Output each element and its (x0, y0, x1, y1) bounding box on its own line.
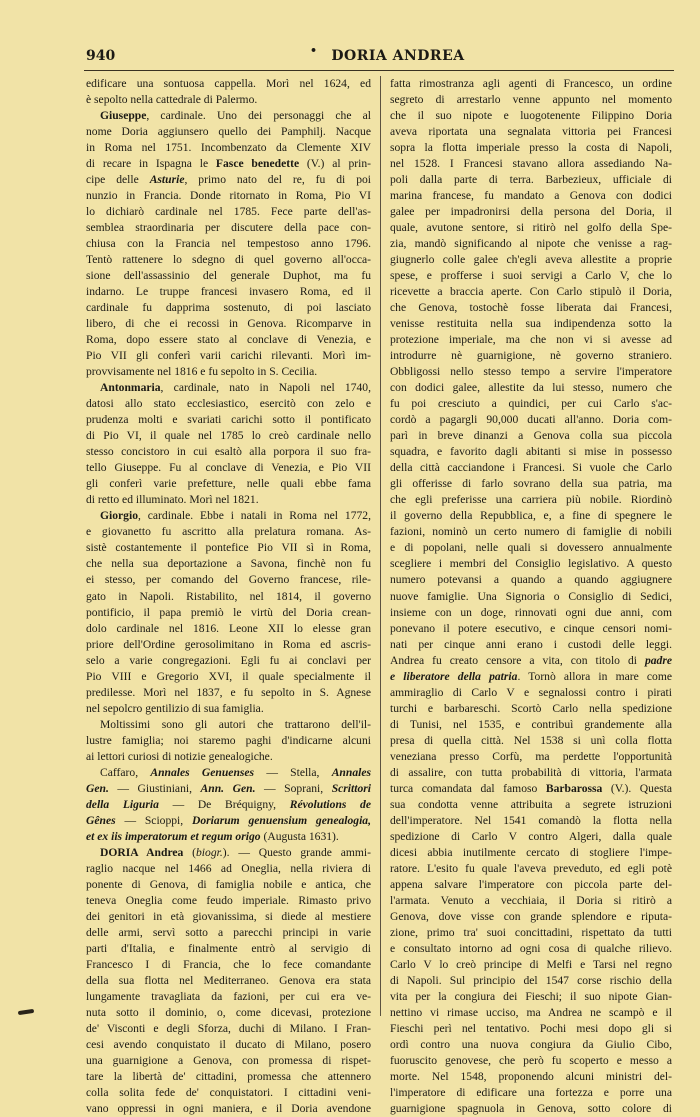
text-run: de' Visconti e degli Sforza, duchi di Milano. I Fran- (86, 1021, 371, 1035)
text-line (86, 749, 371, 765)
text-line (390, 957, 672, 973)
text-run: veneziana presso Corfù, ma perdette l'opportunità (390, 749, 672, 763)
text-run: Caffaro, (100, 765, 151, 779)
text-line (390, 637, 672, 653)
text-line (86, 508, 371, 524)
text-line (86, 300, 371, 316)
text-run: turca comandata dal famoso (390, 781, 546, 795)
emphasis: DORIA Andrea (100, 845, 184, 859)
text-line (390, 524, 672, 540)
text-run: protezione imperiale, ma che non vi si avesse ad (390, 333, 672, 347)
page-header (86, 46, 670, 68)
text-line (86, 989, 371, 1005)
text-line (86, 605, 371, 621)
text-line (86, 653, 371, 669)
text-line (86, 1005, 371, 1021)
text-line (86, 909, 371, 925)
text-run: l'imperatore di edificare una fortezza e porre una (390, 1085, 672, 1099)
text-line (86, 717, 371, 733)
text-run: gli conferì varie prefetture, nelle quali ebbe fama (86, 477, 371, 491)
text-line (390, 813, 672, 829)
text-run: turchi e barbareschi. Scortò Carlo nella spedizione (390, 701, 672, 715)
text-line (390, 973, 672, 989)
text-line (390, 348, 672, 364)
text-run: — Giustiniani, (108, 781, 201, 795)
text-run: raglio nacque nel 1466 ad Oneglia, nella riviera di (86, 861, 371, 875)
text-run: ( (183, 845, 196, 859)
text-line (86, 156, 371, 172)
text-line (390, 428, 672, 444)
text-line (390, 204, 672, 220)
text-line (390, 733, 672, 749)
text-line (390, 76, 672, 92)
text-run: nati per cinque anni erano i custodi delle leggi. (390, 637, 672, 651)
text-line (86, 589, 371, 605)
text-line (390, 621, 672, 637)
text-line (86, 733, 371, 749)
text-run: ratore. L'esito fu quale l'aveva preveduto, ed egli potè (390, 861, 672, 875)
text-run: che il suo nipote e luogotenente Filippino Doria (390, 109, 672, 123)
text-line (390, 989, 672, 1005)
text-run: è sepolto nella cattedrale di Palermo. (86, 93, 258, 107)
text-line (390, 1037, 672, 1053)
text-run: selo a varie congregazioni. Egli fu ai conclavi per (86, 653, 371, 667)
text-run: parti d'Italia, e finalmente entrò al servigio di (86, 941, 371, 955)
text-run: Obbligossi nello stesso tempo a servire l'imperatore (390, 365, 672, 379)
text-run: vita per la congiura dei Fieschi; il suo nipote Gian- (390, 989, 672, 1003)
text-line (390, 797, 672, 813)
text-run: dell'imperatore. Nel 1541 comandò la flotta nella (390, 813, 672, 827)
text-line (86, 845, 371, 861)
text-line (86, 621, 371, 637)
text-line (390, 1085, 672, 1101)
text-run: , primo nato del re, fu di poi (184, 173, 372, 187)
text-run: l'armata. Venuto a vecchiaia, il Doria si ritirò a (390, 893, 672, 907)
text-run: , cardinale. Uno dei personaggi che al (146, 109, 371, 123)
text-line (86, 941, 371, 957)
text-run: spese, e profferse i suoi servigi a Carlo V, che lo (390, 269, 672, 283)
text-run: stesso concistoro in cui esaltò alla porpora il suo fra- (86, 445, 371, 459)
text-line (86, 572, 371, 588)
text-line (86, 669, 371, 685)
text-run: nunzio in Francia. Donde ritornato in Roma, Pio VI (86, 189, 371, 203)
text-run: nel 1528. I Francesi stavano allora assediando Na- (390, 157, 672, 171)
text-run: gato in Napoli. Ristabilito, nel 1814, il governo (86, 589, 371, 603)
text-line (86, 268, 371, 284)
text-line (86, 220, 371, 236)
text-run: provvisamente nel 1816 e fu sepolto in S. Cecilia. (86, 365, 318, 379)
text-line (86, 236, 371, 252)
text-run: e giovanetto fu ascritto alla prelatura romana. As- (86, 525, 371, 539)
text-run: — Scioppi, (115, 813, 192, 827)
running-title: DORIA ANDREA (331, 48, 465, 64)
text-run: e di popolani, nelle quali si dovessero annualmente (390, 541, 672, 555)
text-run: guarnigione spagnuola in Genova, sotto colore di (390, 1102, 672, 1115)
text-line (390, 605, 672, 621)
text-line (390, 829, 672, 845)
text-line (86, 252, 371, 268)
text-line (390, 124, 672, 140)
text-line (86, 829, 371, 845)
text-run: nel sepolcro gentilizio di sua famiglia. (86, 701, 264, 715)
text-line (86, 492, 371, 508)
text-run: poli dalla parte di terra. Barbezieux, ufficiale di (390, 173, 672, 187)
text-run: , cardinale, nato in Napoli nel 1740, (160, 381, 371, 395)
text-line (390, 861, 672, 877)
text-run: cesi avendo conquistato il ducato di Milano, posero (86, 1037, 371, 1051)
text-run: colla solita fede de' conquistatori. I cittadini veni- (86, 1085, 371, 1099)
text-run: vano oppressi in ogni maniera, e il Doria avendone (86, 1102, 371, 1115)
header-dot: • (310, 44, 318, 57)
text-line (390, 877, 672, 893)
text-line (86, 701, 371, 717)
text-run: numero potevansi a quando a quando aggiugnere (390, 573, 672, 587)
text-line (390, 508, 672, 524)
text-run: ). — Questo grande ammi- (222, 845, 371, 859)
text-line (86, 925, 371, 941)
text-line (86, 957, 371, 973)
text-run: fatta rimostranza agli agenti di Francesco, un ordine (390, 77, 672, 90)
text-line (86, 1053, 371, 1069)
text-line (390, 701, 672, 717)
text-run: ammiraglio di Carlo V e segnalossi contro i pirati (390, 685, 672, 699)
emphasis: Annales (331, 765, 372, 779)
text-run: aveva riportata una segnalata vittoria pei Francesi (390, 125, 672, 139)
text-run: dei genitori in età giovanissima, si diede al mestiere (86, 909, 371, 923)
text-run: libero, di che ei recossi in Genova. Ricomparve in (86, 317, 371, 331)
text-line (86, 364, 371, 380)
text-line (390, 1005, 672, 1021)
text-run: con dodici galee, allestite da lui stesso, numero che (390, 381, 672, 395)
text-run: zia, mandò significando al nipote che venisse a rag- (390, 237, 672, 251)
text-run: predilesse. Morì nel 1837, e fu sepolto in S. Agnese (86, 685, 371, 699)
text-run: nettino vi rimase ucciso, ma Andrea ne scampò e il (390, 1005, 672, 1019)
text-line (86, 765, 371, 781)
text-line (390, 236, 672, 252)
text-run: nuta sotto il dominio, o, come dicevasi, protezione (86, 1005, 371, 1019)
text-run: — Soprani, (255, 781, 332, 795)
text-line (86, 332, 371, 348)
text-run: sistè costantemente il pontefice Pio VII sì in Roma, (86, 541, 371, 555)
text-run: gli offerisse di farlo sovrano della sua patria, ma (390, 477, 672, 491)
emphasis: Antonmaria (100, 381, 161, 395)
emphasis: padre (644, 653, 672, 667)
text-run: (V.) al prin- (299, 157, 371, 171)
text-line (86, 444, 371, 460)
text-line (390, 845, 672, 861)
text-line (390, 476, 672, 492)
text-run: parì in breve dinanzi a Genova colla sua piccola (390, 429, 672, 443)
text-line (86, 556, 371, 572)
text-run: sopra la flotta imperiale presso la costa di Napoli, (390, 141, 672, 155)
text-line (390, 893, 672, 909)
text-run: quale, avutone sentore, si ritirò nel golfo della Spe- (390, 221, 672, 235)
text-line (86, 893, 371, 909)
text-run: il governo della Repubblica, e, a fine di spegnere le (390, 509, 672, 523)
text-run: Pio VII gli conferì varii carichi rilevanti. Morì im- (86, 349, 371, 363)
text-run: marina francese, fu mandato a Genova con dodici (390, 189, 672, 203)
text-line (86, 188, 371, 204)
text-run: Pio VIII e Gregorio XVI, il quale specialmente il (86, 669, 371, 683)
text-run: Andrea fu creato censore a vita, con titolo di (390, 653, 645, 667)
text-run: pontificio, il papa premiò le virtù del Doria crean- (86, 605, 371, 619)
text-line (86, 396, 371, 412)
text-line (390, 653, 672, 669)
emphasis: Scrittori (331, 781, 371, 795)
text-run: venisse restituita nella sua indipendenza sotto la (390, 317, 672, 331)
text-line (390, 909, 672, 925)
text-run: tare la libertà de' cittadini, promessa che attennero (86, 1069, 371, 1083)
text-line (86, 1069, 371, 1085)
emphasis: Doriarum genuensium genealogia, (192, 813, 372, 827)
text-run: una guarnigione a Genova, con promessa di rispet- (86, 1053, 371, 1067)
text-line (390, 717, 672, 733)
text-line (86, 380, 371, 396)
text-run: appena salvare l'imperatore con piccola parte del- (390, 877, 672, 891)
emphasis: Giuseppe (100, 109, 147, 123)
text-run: datosi allo stato ecclesiastico, esercitò con zelo e (86, 397, 371, 411)
text-run: Tentò rattenere lo sdegno di quel governo all'occa- (86, 253, 371, 267)
column-divider (380, 76, 381, 1016)
text-line (390, 188, 672, 204)
text-line (390, 332, 672, 348)
text-line (390, 1101, 672, 1117)
text-line (86, 92, 371, 108)
text-line (390, 941, 672, 957)
text-line (86, 476, 371, 492)
emphasis: e liberatore della patria (390, 669, 518, 683)
text-run: (V.). Questa (602, 781, 672, 795)
emphasis: Gen. (86, 781, 109, 795)
text-run: Roma, dopo essere stato al conclave di Venezia, e (86, 333, 371, 347)
text-line (390, 1053, 672, 1069)
text-line (86, 813, 371, 829)
text-line (390, 140, 672, 156)
text-line (86, 1037, 371, 1053)
text-run: sua condotta venne attribuita a segrete istruzioni (390, 797, 672, 811)
text-line (86, 797, 371, 813)
text-line (390, 460, 672, 476)
text-run: di recare in Ispagna le (86, 157, 216, 171)
text-run: di Tunisi, nel 1535, e contribuì grandemente alla (390, 717, 672, 731)
text-line (390, 364, 672, 380)
text-line (86, 140, 371, 156)
text-run: dolo cardinale nel 1816. Leone XII lo elesse gran (86, 621, 371, 635)
text-line (86, 540, 371, 556)
text-line (86, 1021, 371, 1037)
text-line (390, 765, 672, 781)
text-run: prudenza molti e svariati carichi sotto il pontificato (86, 413, 371, 427)
emphasis: Giorgio (100, 509, 138, 523)
emphasis: Barbarossa (545, 781, 603, 795)
text-run: chiusa con la Francia nel tempestoso anno 1796. (86, 237, 371, 251)
text-run: . Tornò allora in mare come (517, 669, 672, 683)
text-line (86, 76, 371, 92)
emphasis: della Liguria (86, 797, 159, 811)
text-run: fu poi cresciuto a quindici, per cui Carlo s'ac- (390, 397, 672, 411)
text-run: sione dell'assassinio del generale Duphot, ma fu (86, 269, 371, 283)
text-line (390, 749, 672, 765)
text-line (390, 685, 672, 701)
text-run: giugnerlo colle galee ch'egli aveva allestite a proprie (390, 253, 672, 267)
emphasis: Fasce benedette (215, 157, 300, 171)
text-run: teneva Oneglia come feudo imperiale. Rimasto privo (86, 893, 371, 907)
text-run: ei stesso, per comando del Governo francese, rile- (86, 573, 371, 587)
text-run: e consultato intorno ad ogni cosa di qualche rilievo. (390, 941, 672, 955)
text-run: edificare una sontuosa cappella. Morì nel 1624, ed (86, 77, 371, 90)
text-run: Fieschi perì nel tentativo. Pochi mesi dopo gli si (390, 1021, 672, 1035)
text-run: presa di quella città. Nel 1538 si unì colla flotta (390, 733, 672, 747)
text-run: di Pio VI, il quale nel 1785 lo creò cardinale nello (86, 429, 371, 443)
text-line (86, 172, 371, 188)
text-run: spedizione di Carlo V contro Algeri, dalla quale (390, 829, 672, 843)
text-run: delle armi, servì sotto a parecchi principi in varie (86, 925, 371, 939)
text-run: galee per impadronirsi della persona del Doria, il (390, 205, 672, 219)
text-line (86, 524, 371, 540)
text-line (86, 1085, 371, 1101)
text-run: nome Doria aggiunsero quello dei Pamphilj. Nacque (86, 125, 371, 139)
text-line (390, 380, 672, 396)
text-run: in Roma nel 1751. Incombenzato da Clemente XIV (86, 141, 371, 155)
text-run: cardinale fu dapprima sostenuto, di poi lasciato (86, 301, 371, 315)
text-line (390, 781, 672, 797)
text-run: Francesco I di Francia, che lo fece comandante (86, 957, 371, 971)
text-run: — Stella, (254, 765, 332, 779)
text-run: tello Giuseppe. Fu al conclave di Venezia, e Pio VII (86, 461, 371, 475)
text-run: che egli preferisse una carriera più nobile. Riordinò (390, 493, 672, 507)
text-run: Moltissimi sono gli autori che trattarono dell'il- (100, 717, 371, 731)
text-run: dicesi abbia inutilmente cercato di stogliere l'impe- (390, 845, 672, 859)
right-column (390, 76, 672, 1115)
text-run: cipe delle (86, 173, 150, 187)
text-run: insieme con un doge, rinnovati ogni due anni, com (390, 605, 672, 619)
text-line (86, 348, 371, 364)
emphasis: Gênes (86, 813, 116, 827)
text-run: zione, primo tra' suoi concittadini, rispettato da tutti (390, 925, 672, 939)
left-column (86, 76, 372, 1115)
text-run: indarno. Le truppe francesi invasero Roma, ed il (86, 285, 371, 299)
text-line (390, 589, 672, 605)
text-line (390, 396, 672, 412)
text-line (390, 1021, 672, 1037)
page-number: 940 (86, 48, 116, 64)
text-line (86, 861, 371, 877)
text-line (390, 252, 672, 268)
text-line (390, 444, 672, 460)
text-run: segreto di arrestarlo venne appunto nel momento (390, 93, 672, 107)
text-line (86, 1101, 371, 1117)
text-line (390, 669, 672, 685)
text-line (86, 108, 371, 124)
text-line (86, 124, 371, 140)
text-run: scegliere i membri del Consiglio legislativo. A questo (390, 557, 672, 571)
text-line (390, 316, 672, 332)
text-run: della sua flotta nel Mediterraneo. Genova era stata (86, 973, 371, 987)
text-run: ai lettori curiosi di notizie genealogiche. (86, 749, 273, 763)
text-run: ponevano il potere esecutivo, e cinque censori nomi- (390, 621, 672, 635)
text-line (390, 108, 672, 124)
text-line (86, 412, 371, 428)
text-line (86, 877, 371, 893)
text-run: (Augusta 1631). (260, 829, 339, 843)
text-line (86, 204, 371, 220)
text-line (390, 1069, 672, 1085)
text-run: semblea straordinaria per discutere della pace con- (86, 221, 371, 235)
text-run: della città cacciandone i Francesi. Si vuole che Carlo (390, 461, 672, 475)
emphasis: Asturie (149, 173, 185, 187)
text-line (86, 316, 371, 332)
emphasis: biogr. (196, 845, 223, 859)
text-run: cordò a pagargli 90,000 ducati all'anno. Doria com- (390, 413, 672, 427)
text-run: Carlo V lo creò principe di Melfi e Tarsi nel regno (390, 957, 672, 971)
text-line (390, 540, 672, 556)
text-line (86, 284, 371, 300)
text-line (390, 268, 672, 284)
text-line (390, 220, 672, 236)
text-run: che nella sua deportazione a Savona, finchè non fu (86, 557, 371, 571)
text-run: fazioni, nominò un certo numero di famiglie di nobili (390, 525, 672, 539)
text-run: di retto ed illuminato. Morì nel 1821. (86, 493, 259, 507)
emphasis: et ex iis imperatorum et regum origo (86, 829, 261, 843)
text-run: ricevette a braccia aperte. Con Carlo stipulò il Doria, (390, 285, 672, 299)
text-line (390, 412, 672, 428)
text-run: ordì contro una nuova congiura da Giulio Cibo, (390, 1037, 672, 1051)
text-line (390, 156, 672, 172)
text-line (390, 300, 672, 316)
header-rule (84, 70, 674, 71)
text-line (86, 685, 371, 701)
text-run: — De Bréquigny, (158, 797, 290, 811)
text-line (86, 973, 371, 989)
text-run: nuove famiglie. Una Signoria o Consiglio di Sedici, (390, 589, 672, 603)
text-run: di assalire, con tutta probabilità di vittoria, l'armata (390, 765, 672, 779)
text-run: introdurre nè guarnigione, nè governo straniero. (390, 349, 672, 363)
text-line (390, 556, 672, 572)
text-run: morte. Nel 1548, proponendo alcuni ministri del- (390, 1069, 672, 1083)
emphasis: Ann. Gen. (200, 781, 256, 795)
text-line (86, 428, 371, 444)
text-line (86, 637, 371, 653)
text-line (390, 284, 672, 300)
emphasis: Annales Genuenses (150, 765, 255, 779)
text-run: , cardinale. Ebbe i natali in Roma nel 1772, (138, 509, 371, 523)
text-run: priore dell'Ordine gerosolimitano in Roma ed ascris- (86, 637, 371, 651)
text-run: lustre famiglia; noi staremo paghi d'indicarne alcuni (86, 733, 371, 747)
emphasis: Révolutions de (289, 797, 371, 811)
text-run: lungamente travagliata da fazioni, per cui era ve- (86, 989, 371, 1003)
text-run: squadra, e favorito dagli abitanti si mise in possesso (390, 445, 672, 459)
text-line (86, 460, 371, 476)
text-line (390, 925, 672, 941)
text-run: lo dichiarò cardinale nel 1785. Fece parte dell'as- (86, 205, 371, 219)
text-line (86, 781, 371, 797)
text-line (390, 492, 672, 508)
text-line (390, 572, 672, 588)
ink-mark (18, 1009, 34, 1015)
text-line (390, 172, 672, 188)
text-run: di Napoli. Sul principio del 1547 corse rischio della (390, 973, 672, 987)
text-run: che Genova, tostochè fosse liberata dai Francesi, (390, 301, 672, 315)
text-line (390, 92, 672, 108)
text-run: fuoruscito genovese, che però fu scoperto e messo a (390, 1053, 672, 1067)
text-run: Genova, dove visse con grande splendore e riputa- (390, 909, 672, 923)
text-run: ponente di Genova, di famiglia nobile e antica, che (86, 877, 371, 891)
